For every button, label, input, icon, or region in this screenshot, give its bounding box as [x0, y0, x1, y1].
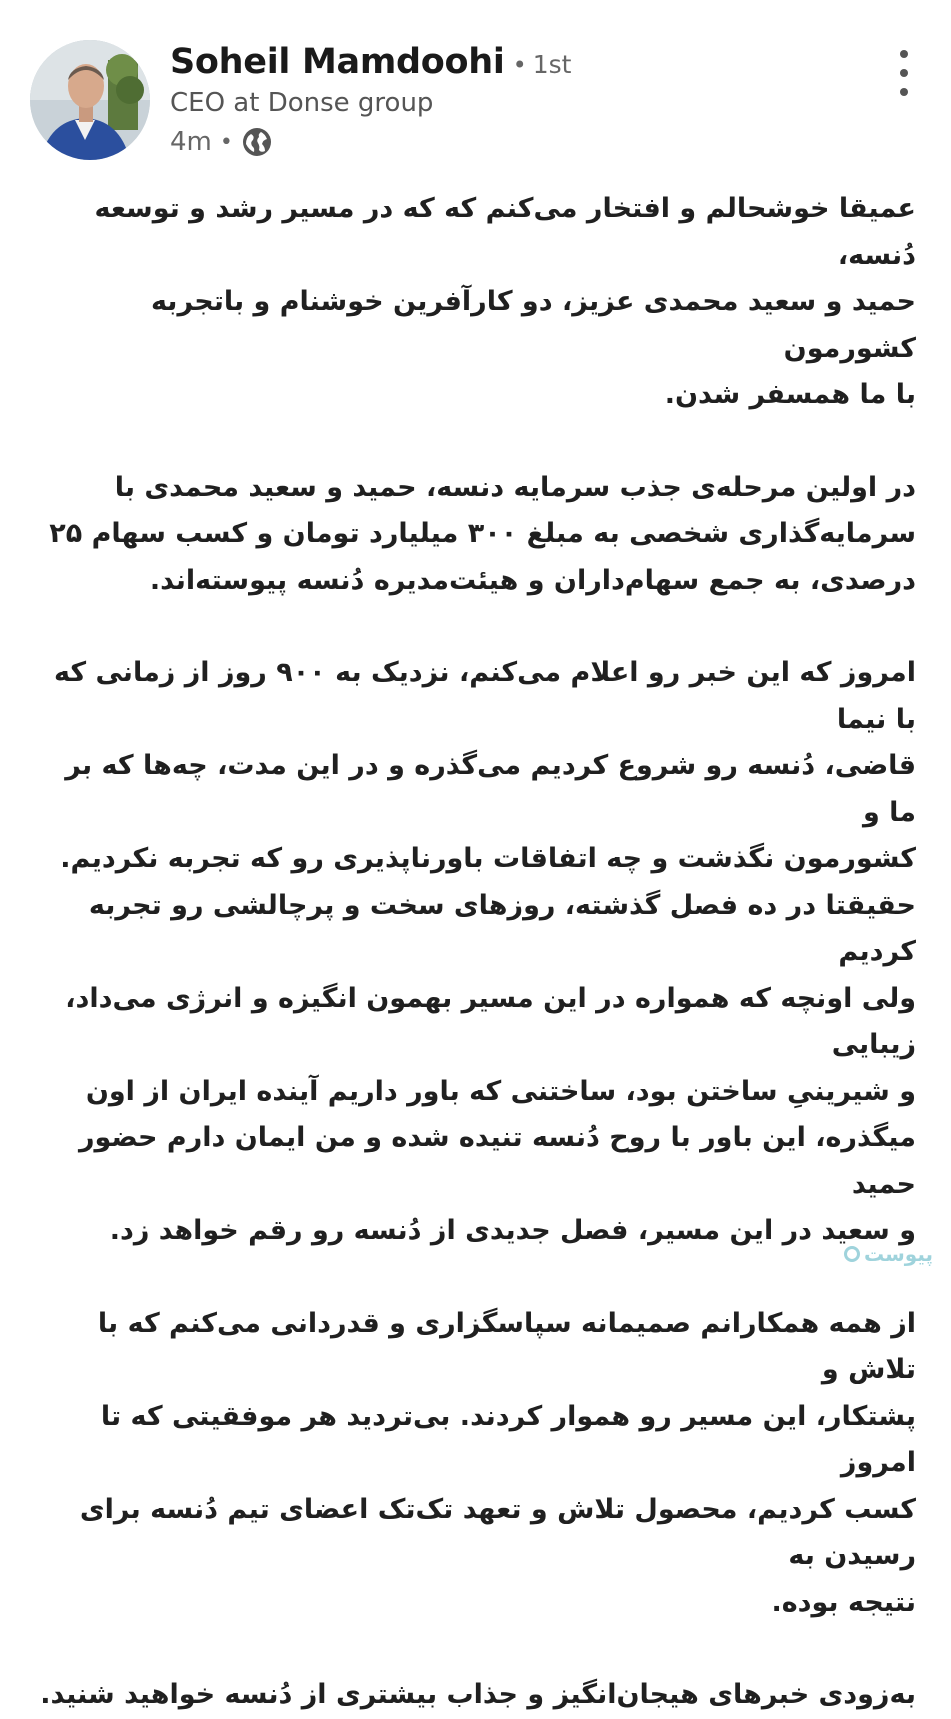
meta-separator: • — [219, 129, 233, 155]
post-body — [36, 186, 916, 1719]
post-paragraph: عمیقا خوشحالم و افتخار می‌کنم که که در مسیر رشد و توسعه دُنسه، حمید و سعید محمدی عزیز، دو کارآفرین خوشنام و باتجربه کشورمون با ما همسفر شدن. — [94, 193, 916, 410]
author-block — [170, 42, 571, 158]
post-time: 4m — [170, 127, 212, 157]
watermark-logo-icon — [844, 1246, 860, 1262]
post-meta — [170, 126, 571, 158]
connection-degree: 1st — [532, 50, 572, 79]
watermark-text: پیوست — [863, 1242, 933, 1266]
more-dot — [900, 50, 908, 58]
post-paragraph: امروز که این خبر رو اعلام می‌کنم، نزدیک به ۹۰۰ روز از زمانی که با نیما قاضی، دُنسه رو شروع کردیم می‌گذره و در این مدت، چه‌ها که بر ما و کشورمون نگذشت و چه اتفاقات باورناپذیری رو که تجربه نکردیم. حقیقتا در ده فصل گذشته، روزهای سخت و پرچالشی رو تجربه کردیم ولی اونچه که همواره در این مسیر بهمون انگیزه و انرژی می‌داد، زیبایی و شیرینیِ ساختن بود، ساختنی که باور داریم آینده ایران از اون میگذره، این باور با روح دُنسه تنیده شده و من ایمان دارم حضور حمید و سعید در این مسیر، فصل جدیدی از دُنسه رو رقم خواهد زد. — [54, 657, 916, 1246]
author-headline: CEO at Donse group — [170, 88, 434, 118]
author-name[interactable]: Soheil Mamdoohi — [170, 42, 505, 82]
avatar-photo — [30, 40, 150, 160]
name-row — [170, 42, 571, 82]
post-header — [30, 38, 920, 168]
post-paragraph: به‌زودی خبرهای هیجان‌انگیز و جذاب بیشتری از دُنسه خواهید شنید. — [40, 1679, 916, 1710]
watermark — [844, 1242, 933, 1266]
globe-icon — [241, 126, 273, 158]
post-paragraph: در اولین مرحله‌ی جذب سرمایه دنسه، حمید و سعید محمدی با سرمایه‌گذاری شخصی به مبلغ ۳۰۰ میلیارد تومان و کسب سهام ۲۵ درصدی، به جمع سهام‌داران و هیئت‌مدیره دُنسه پیوسته‌اند. — [49, 471, 916, 596]
more-dot — [900, 88, 908, 96]
name-separator: • — [512, 51, 527, 79]
more-dot — [900, 69, 908, 77]
avatar[interactable] — [30, 40, 150, 160]
post-paragraph: از همه همکارانم صمیمانه سپاسگزاری و قدردانی می‌کنم که با تلاش و پشتکار، این مسیر رو هموار کردند. بی‌تردید هر موفقیتی که تا امروز کسب کردیم، محصول تلاش و تعهد تک‌تک اعضای تیم دُنسه برای رسیدن به نتیجه بوده. — [79, 1307, 916, 1618]
more-vertical-icon[interactable] — [892, 50, 916, 96]
